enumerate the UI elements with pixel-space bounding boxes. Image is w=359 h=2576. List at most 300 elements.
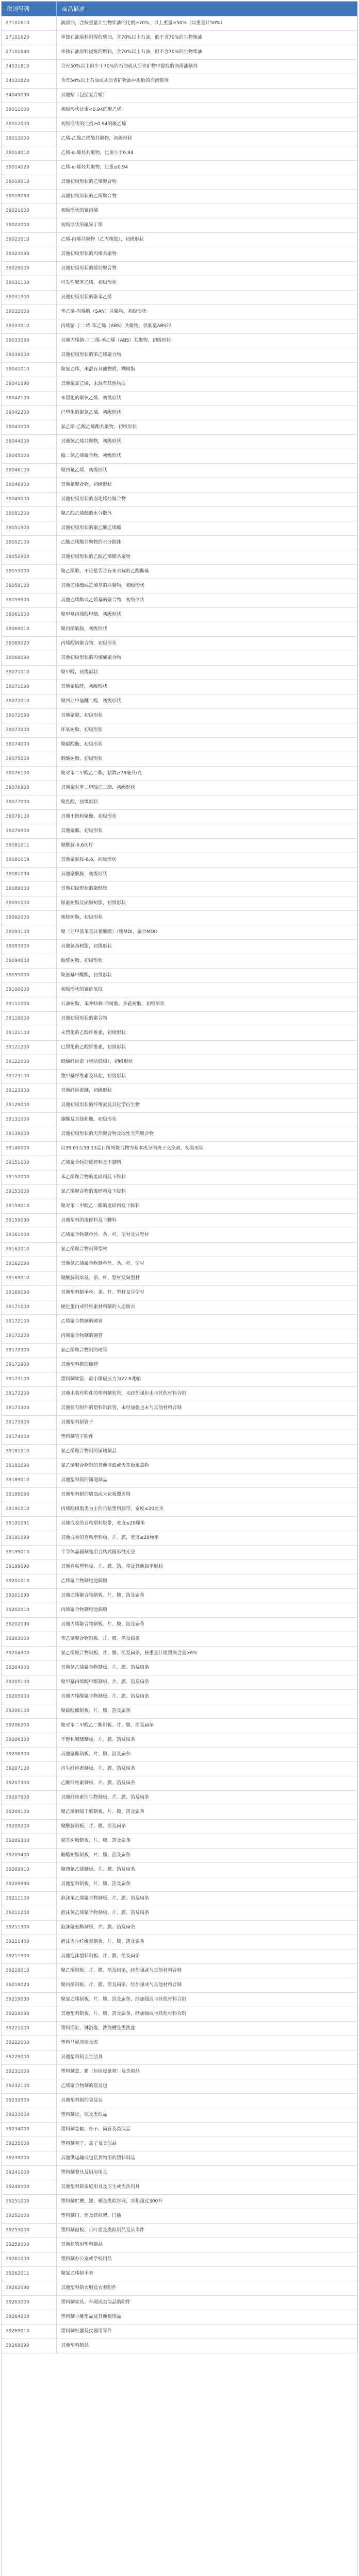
- table-row: [2, 810, 357, 824]
- table-row: [2, 377, 357, 392]
- table-row: [2, 2007, 357, 2022]
- row-code: 39173300: [2, 1401, 57, 1416]
- row-description: 藻酸及其盐和酯，初级形状: [57, 1113, 357, 1127]
- table-row: [2, 594, 357, 608]
- table-row: [2, 1286, 357, 1300]
- row-description: 聚对苯二甲酸乙二酯，粘数≥78毫升/克: [57, 767, 357, 781]
- row-code: 39033010: [2, 319, 57, 334]
- row-code: 39011000: [2, 103, 57, 117]
- table-row: [2, 204, 357, 218]
- row-code: 39031100: [2, 276, 57, 291]
- row-description: 丙烯腈-丁二烯-苯乙烯（ABS）共聚物，供制造ABS的: [57, 319, 357, 334]
- row-description: 氯乙烯聚合物制异型材: [57, 1243, 357, 1257]
- row-description: 聚乙烯醇，不论是否含有未水解的乙酸酯基: [57, 565, 357, 579]
- row-description: 塑料制门、窗及其框架、门槛: [57, 2209, 357, 2224]
- row-code: 39014020: [2, 161, 57, 175]
- row-description: 其他成卷的自粘塑料板、片、膜，宽度≤20厘米: [57, 1531, 357, 1546]
- row-description: 其他聚对苯二甲酸乙二酯，初级形状: [57, 781, 357, 795]
- row-description: 其他塑料制卫生洁具: [57, 2050, 357, 2065]
- table-row: [2, 983, 357, 997]
- table-row: [2, 940, 357, 954]
- table-row: [2, 392, 357, 406]
- table-header-row: [2, 2, 357, 16]
- row-code: 39052100: [2, 536, 57, 550]
- row-code: 39022000: [2, 218, 57, 233]
- table-row: [2, 2325, 357, 2339]
- row-code: 39173900: [2, 1416, 57, 1430]
- table-row: [2, 1055, 357, 1070]
- row-code: 39032000: [2, 305, 57, 319]
- row-code: 39253000: [2, 2224, 57, 2238]
- table-row: [2, 2050, 357, 2065]
- row-code: 39199010: [2, 1546, 57, 1560]
- row-description: 其他塑料制板、片、膜、箔及扁条，经加强或与其他材料合制: [57, 2007, 357, 2022]
- table-row: [2, 565, 357, 579]
- row-description: 乙烯聚合物制电池隔膜: [57, 1574, 357, 1589]
- table-row: [2, 1603, 357, 1618]
- row-description: 其他装有附件的塑料制软管，未经加强也未与其他材料合制: [57, 1401, 357, 1416]
- row-code: 39262011: [2, 2267, 57, 2281]
- row-description: 聚乙烯制板、片、膜、箔及扁条，经加强或与其他材料合制: [57, 1964, 357, 1978]
- row-code: 34049090: [2, 89, 57, 103]
- table-row: [2, 1113, 357, 1127]
- table-row: [2, 478, 357, 493]
- table-row: [2, 680, 357, 694]
- row-code: 39023010: [2, 233, 57, 247]
- table-row: [2, 1127, 357, 1142]
- table-row: [2, 31, 357, 45]
- table-row: [2, 666, 357, 680]
- table-row: [2, 146, 357, 161]
- row-description: 其他乙烯酯或乙烯基的聚合物，初级形状: [57, 594, 357, 608]
- table-row: [2, 2180, 357, 2195]
- table-row: [2, 738, 357, 752]
- row-description: 其他氯乙烯共聚物，初级形状: [57, 435, 357, 449]
- table-row: [2, 1272, 357, 1286]
- table-row: [2, 247, 357, 262]
- row-code: 27101640: [2, 45, 57, 60]
- row-description: 其他塑料制的铺地制品: [57, 1473, 357, 1488]
- table-row: [2, 103, 357, 117]
- row-description: 其他塑料制单丝、条、杆、型材及异型材: [57, 1286, 357, 1300]
- row-code: 39207900: [2, 1791, 57, 1805]
- row-description: 丙烯聚合物制的硬管: [57, 1329, 357, 1344]
- table-row: [2, 117, 357, 132]
- row-code: 39202010: [2, 1603, 57, 1618]
- table-row: [2, 1560, 357, 1574]
- table-row: [2, 507, 357, 521]
- row-description: 其他不饱和聚酯，初级形状: [57, 810, 357, 824]
- row-code: 39201090: [2, 1589, 57, 1603]
- row-code: 39209300: [2, 1834, 57, 1849]
- row-description: 其他聚酯，初级形状: [57, 824, 357, 839]
- row-code: 39012000: [2, 117, 57, 132]
- row-code: 39081090: [2, 868, 57, 882]
- row-description: 其他初级形状的烯烃聚合物: [57, 262, 357, 276]
- table-row: [2, 1733, 357, 1748]
- row-code: 39049000: [2, 493, 57, 507]
- row-code: 39151000: [2, 1156, 57, 1171]
- row-code: 39169010: [2, 1272, 57, 1286]
- row-description: 聚氯乙烯，未混有其他物质，糊树脂: [57, 363, 357, 377]
- table-row: [2, 1445, 357, 1459]
- table-row: [2, 1473, 357, 1488]
- row-description: 单独石油原料提炼的燃料，含70%以上石油，但不含70%的生物柴油: [57, 45, 357, 60]
- table-row: [2, 2224, 357, 2238]
- row-code: 39075000: [2, 752, 57, 767]
- table-row: [2, 752, 357, 767]
- row-code: 39211900: [2, 1950, 57, 1964]
- row-description: 未塑化的乙酸纤维素，初级形状: [57, 1026, 357, 1041]
- row-description: 含有50%以上石油或从沥青矿物油中提取的润滑制剂: [57, 74, 357, 89]
- row-code: 39019090: [2, 190, 57, 204]
- row-description: 偏二氯乙烯聚合物，初级形状: [57, 449, 357, 464]
- row-description: 乙烯-α-烯烃共聚物，比重≥0.94: [57, 161, 357, 175]
- table-row: [2, 1084, 357, 1098]
- row-description: 其他聚氯乙烯，未混有其他物质: [57, 377, 357, 392]
- row-code: 39071010: [2, 666, 57, 680]
- header-code: 税则号列: [2, 2, 57, 16]
- tariff-table: [2, 2, 357, 2353]
- row-description: 塑料马桶座圈及盖: [57, 2036, 357, 2050]
- table-row: [2, 853, 357, 868]
- table-row: [2, 406, 357, 420]
- row-description: 聚氨基甲酸酯，初级形状: [57, 969, 357, 983]
- table-row: [2, 1618, 357, 1632]
- table-row: [2, 651, 357, 666]
- table-row: [2, 348, 357, 363]
- table-row: [2, 305, 357, 319]
- table-body: [2, 16, 357, 2353]
- row-description: 聚丙烯制板、片、膜、箔及扁条，经加强或与其他材料合制: [57, 1978, 357, 1993]
- row-description: 其他初级形状的乙酸乙烯酯共聚物: [57, 550, 357, 565]
- row-code: 39231000: [2, 2065, 57, 2079]
- row-code: 39046900: [2, 478, 57, 493]
- row-code: 39076100: [2, 767, 57, 781]
- row-description: 其他塑料制的硬管: [57, 1358, 357, 1372]
- row-code: 39209100: [2, 1805, 57, 1820]
- row-description: 再生纤维素制板、片、膜、箔及扁条: [57, 1762, 357, 1776]
- row-code: 39221000: [2, 2022, 57, 2036]
- row-description: 半导体晶圆制造用自粘式圆形抛光垫: [57, 1546, 357, 1560]
- row-code: 39211400: [2, 1935, 57, 1950]
- table-row: [2, 60, 357, 74]
- row-description: 单独石油原料制得的柴油，含70%以上石油，低于含70%的生物柴油: [57, 31, 357, 45]
- row-description: 其他初级形状的乙烯聚合物: [57, 175, 357, 190]
- row-description: 乙酸乙烯酯共聚物的水分散体: [57, 536, 357, 550]
- row-code: 39161000: [2, 1228, 57, 1243]
- table-row: [2, 464, 357, 478]
- row-description: 塑料制办公室或学校用品: [57, 2252, 357, 2267]
- table-row: [2, 1199, 357, 1214]
- row-code: 27101620: [2, 31, 57, 45]
- table-row: [2, 1661, 357, 1675]
- table-row: [2, 579, 357, 594]
- table-row: [2, 1863, 357, 1877]
- row-code: 39043000: [2, 420, 57, 435]
- row-description: 其他建筑用塑料制品: [57, 2238, 357, 2252]
- row-code: 39261000: [2, 2252, 57, 2267]
- table-row: [2, 637, 357, 651]
- row-description: 其他氯乙烯聚合物制单丝、条、杆、型材: [57, 1257, 357, 1272]
- row-code: 39081019: [2, 853, 57, 868]
- row-description: 聚丙烯酰胺，初级形状: [57, 622, 357, 637]
- table-row: [2, 882, 357, 896]
- row-code: 39159090: [2, 1214, 57, 1228]
- row-code: 39252000: [2, 2209, 57, 2224]
- row-code: 39189090: [2, 1488, 57, 1502]
- row-description: 润滑油，含按重量计生物柴油的比例≥70%，以上重量≥50%（以重量计50%）: [57, 16, 357, 31]
- row-code: 39199090: [2, 1560, 57, 1574]
- row-description: 硝酸纤维素（包括胶棉），初级形状: [57, 1055, 357, 1070]
- row-description: 聚对苯二甲酸乙二酯制板、片、膜、箔及扁条: [57, 1719, 357, 1733]
- row-code: 39095000: [2, 969, 57, 983]
- row-code: 39031900: [2, 291, 57, 305]
- row-code: 39042100: [2, 392, 57, 406]
- row-description: 其他塑料制板、片、膜、箔及扁条: [57, 1877, 357, 1892]
- row-code: 39269090: [2, 2339, 57, 2353]
- row-code: 39239000: [2, 2151, 57, 2166]
- row-code: 39152000: [2, 1171, 57, 1185]
- table-row: [2, 1502, 357, 1517]
- table-row: [2, 709, 357, 723]
- table-row: [2, 2123, 357, 2137]
- row-code: 39069020: [2, 637, 57, 651]
- row-description: 丙烯酸钠聚合物，初级形状: [57, 637, 357, 651]
- row-code: 39039000: [2, 348, 57, 363]
- row-description: 聚乳酸，初级形状: [57, 795, 357, 810]
- row-code: 39139000: [2, 1127, 57, 1142]
- table-row: [2, 276, 357, 291]
- row-description: 其他初级形状的丙烯酸聚合物: [57, 651, 357, 666]
- row-description: 乙烯-丙烯共聚物（乙丙橡胶），初级形状: [57, 233, 357, 247]
- table-row: [2, 1935, 357, 1950]
- row-description: 其他乙烯酯或乙烯基的共聚物，初级形状: [57, 579, 357, 594]
- row-description: 其他泡沫塑料制板、片、膜、箔及扁条: [57, 1950, 357, 1964]
- table-row: [2, 1978, 357, 1993]
- row-description: 硬化蛋白或纤维素材料制的人造肠衣: [57, 1300, 357, 1315]
- row-description: 乙烯-α-烯烃共聚物，比重小于0.94: [57, 146, 357, 161]
- row-code: 39079100: [2, 810, 57, 824]
- row-code: 39073000: [2, 723, 57, 738]
- row-description: 其他氟聚合物，初级形状: [57, 478, 357, 493]
- row-description: 其他聚酰胺，初级形状: [57, 868, 357, 882]
- row-description: 初级形状的聚硅氧烷: [57, 983, 357, 997]
- table-row: [2, 2339, 357, 2353]
- row-description: 其他纤维素衍生物制板、片、膜、箔及扁条: [57, 1791, 357, 1805]
- table-row: [2, 1531, 357, 1546]
- row-description: 聚乙酸乙烯酯的水分散体: [57, 507, 357, 521]
- table-row: [2, 1142, 357, 1156]
- row-description: 其他塑料制管子: [57, 1416, 357, 1430]
- table-row: [2, 1921, 357, 1935]
- table-row: [2, 1012, 357, 1026]
- row-code: 39204300: [2, 1647, 57, 1661]
- row-code: 39059100: [2, 579, 57, 594]
- table-row: [2, 449, 357, 464]
- row-code: 39072010: [2, 694, 57, 709]
- table-row: [2, 521, 357, 536]
- row-description: 其他初级形状的天然聚合物及改性天然聚合物: [57, 1127, 357, 1142]
- table-row: [2, 1315, 357, 1329]
- table-row: [2, 608, 357, 622]
- row-code: 39077000: [2, 795, 57, 810]
- table-row: [2, 1358, 357, 1372]
- row-description: 其他聚醚，初级形状: [57, 709, 357, 723]
- table-row: [2, 493, 357, 507]
- row-code: 39206100: [2, 1704, 57, 1719]
- row-code: 39053000: [2, 565, 57, 579]
- row-description: 塑料制贮槽、罐、桶及类似容器，容积超过300升: [57, 2195, 357, 2209]
- row-code: 39172300: [2, 1344, 57, 1358]
- table-row: [2, 1387, 357, 1401]
- table-row: [2, 1791, 357, 1805]
- row-code: 39191091: [2, 1517, 57, 1531]
- row-code: 39262090: [2, 2281, 57, 2296]
- row-description: 其他丙烯腈-丁二烯-苯乙烯（ABS）共聚物，初级形状: [57, 334, 357, 348]
- row-description: 其他初级形状的聚乙酸乙烯酯: [57, 521, 357, 536]
- row-description: 泡沫再生纤维素制板、片、膜、箔及扁条: [57, 1935, 357, 1950]
- table-row: [2, 2195, 357, 2209]
- row-code: 39122000: [2, 1055, 57, 1070]
- table-row: [2, 2238, 357, 2252]
- row-description: 聚对苯二甲酸乙二酯的废碎料及下脚料: [57, 1199, 357, 1214]
- table-row: [2, 2151, 357, 2166]
- table-row: [2, 45, 357, 60]
- table-row: [2, 363, 357, 377]
- row-code: 39181090: [2, 1459, 57, 1473]
- table-row: [2, 1690, 357, 1704]
- row-description: 其他塑料制的袋及包: [57, 2094, 357, 2108]
- table-row: [2, 1098, 357, 1113]
- row-code: 39046100: [2, 464, 57, 478]
- row-code: 39079900: [2, 824, 57, 839]
- row-description: 蜜胺树脂，初级形状: [57, 911, 357, 925]
- table-row: [2, 2310, 357, 2325]
- row-code: 39207300: [2, 1776, 57, 1791]
- table-row: [2, 1517, 357, 1531]
- row-description: 塑料制塞子、盖子及类似品: [57, 2137, 357, 2151]
- row-description: 其他聚酯制板、片、膜、箔及扁条: [57, 1748, 357, 1762]
- table-row: [2, 839, 357, 853]
- row-description: 其他塑料制衣服及衣着附件: [57, 2281, 357, 2296]
- table-row: [2, 1776, 357, 1791]
- row-description: 其他初级形状的乙烯聚合物: [57, 190, 357, 204]
- row-description: 聚（亚甲基苯基异氰酸酯）（粗MDI，聚合MDI）: [57, 925, 357, 940]
- row-description: 合有50%以上但少于70%的石油或从沥青矿物中提取的润滑油制剂: [57, 60, 357, 74]
- row-description: 可发性聚苯乙烯，初级形状: [57, 276, 357, 291]
- row-description: 塑料制管子附件: [57, 1430, 357, 1445]
- row-code: 39051200: [2, 507, 57, 521]
- row-code: 39209910: [2, 1863, 57, 1877]
- table-row: [2, 1300, 357, 1315]
- row-description: 其他丙烯聚合物制板、片、膜、箔及扁条: [57, 1618, 357, 1632]
- row-description: 初级形状的比重≥0.94的聚乙烯: [57, 117, 357, 132]
- table-row: [2, 89, 357, 103]
- row-description: 聚氯乙烯制手套: [57, 2267, 357, 2281]
- table-row: [2, 2296, 357, 2310]
- row-code: 39241000: [2, 2166, 57, 2180]
- row-description: 其他塑料制家庭用具及卫生或盥洗用具: [57, 2180, 357, 2195]
- row-description: 聚甲基丙烯酸甲酯制板、片、膜、箔及扁条: [57, 1675, 357, 1690]
- row-code: 34031820: [2, 74, 57, 89]
- row-description: 乙烯-乙酸乙烯酯共聚物，初级形状: [57, 132, 357, 146]
- row-code: 39211100: [2, 1892, 57, 1906]
- row-code: 39093100: [2, 925, 57, 940]
- row-description: 其他供运输或包装货物用的塑料制品: [57, 2151, 357, 2166]
- table-row: [2, 767, 357, 781]
- header-description: 商品描述: [57, 2, 357, 16]
- row-code: 39232100: [2, 2079, 57, 2094]
- row-code: 39121200: [2, 1041, 57, 1055]
- row-code: 39205100: [2, 1675, 57, 1690]
- row-description: 聚甲醛，初级形状: [57, 666, 357, 680]
- row-description: 塑料制卷轴、纡子、筒管及类似品: [57, 2123, 357, 2137]
- table-row: [2, 1344, 357, 1358]
- row-code: 39069010: [2, 622, 57, 637]
- row-description: 羧甲基纤维素及其盐，初级形状: [57, 1070, 357, 1084]
- row-description: 塑料制软管，最小爆破压力为27.6兆帕: [57, 1372, 357, 1387]
- row-description: 其他自粘塑料板、片、膜、箔、带及其他扁平形状: [57, 1560, 357, 1574]
- table-row: [2, 2267, 357, 2281]
- row-description: 其他未装有附件的塑料制软管，未经加强也未与其他材料合制: [57, 1387, 357, 1401]
- table-row: [2, 1719, 357, 1733]
- row-code: 39207100: [2, 1762, 57, 1776]
- row-description: 酚醛树脂，初级形状: [57, 954, 357, 969]
- row-code: 39162090: [2, 1257, 57, 1272]
- table-row: [2, 1632, 357, 1647]
- table-row: [2, 1546, 357, 1560]
- row-description: 尿素树脂及硫脲树脂，初级形状: [57, 896, 357, 911]
- row-description: 聚酰胺-6,6切片: [57, 839, 357, 853]
- row-description: 酚醛树脂制板、片、膜、箔及扁条: [57, 1849, 357, 1863]
- row-description: 其他聚缩醛，初级形状: [57, 680, 357, 694]
- row-description: 其他纤维素醚，初级形状: [57, 1084, 357, 1098]
- row-description: 其他塑料制品: [57, 2339, 357, 2353]
- row-description: 已塑化的聚氯乙烯，初级形状: [57, 406, 357, 420]
- row-code: 39264000: [2, 2310, 57, 2325]
- table-row: [2, 1228, 357, 1243]
- row-description: 其他塑料的废碎料及下脚料: [57, 1214, 357, 1228]
- row-description: 乙烯聚合物制单丝、条、杆、型材及异型材: [57, 1228, 357, 1243]
- row-description: 聚碳酸酯制板、片、膜、箔及扁条: [57, 1704, 357, 1719]
- table-row: [2, 1488, 357, 1502]
- row-description: 聚碳酸酯，初级形状: [57, 738, 357, 752]
- table-row: [2, 911, 357, 925]
- row-description: 乙酸纤维素制板、片、膜、箔及扁条: [57, 1776, 357, 1791]
- table-row: [2, 1171, 357, 1185]
- row-code: 39074000: [2, 738, 57, 752]
- table-row: [2, 233, 357, 247]
- table-row: [2, 622, 357, 637]
- row-code: 39204900: [2, 1661, 57, 1675]
- row-code: 39129000: [2, 1098, 57, 1113]
- row-description: 其他聚酰胺-6,6，初级形状: [57, 853, 357, 868]
- row-code: 39162010: [2, 1243, 57, 1257]
- row-code: 39229000: [2, 2050, 57, 2065]
- row-code: 39041010: [2, 363, 57, 377]
- row-code: 34031810: [2, 60, 57, 74]
- row-code: 39172900: [2, 1358, 57, 1372]
- table-row: [2, 1762, 357, 1776]
- row-code: 39061000: [2, 608, 57, 622]
- table-row: [2, 319, 357, 334]
- row-description: 其他初级形状的卤化烯烃聚合物: [57, 493, 357, 507]
- row-code: 39111000: [2, 997, 57, 1012]
- row-code: 39172100: [2, 1315, 57, 1329]
- row-code: 39173200: [2, 1387, 57, 1401]
- table-row: [2, 1647, 357, 1661]
